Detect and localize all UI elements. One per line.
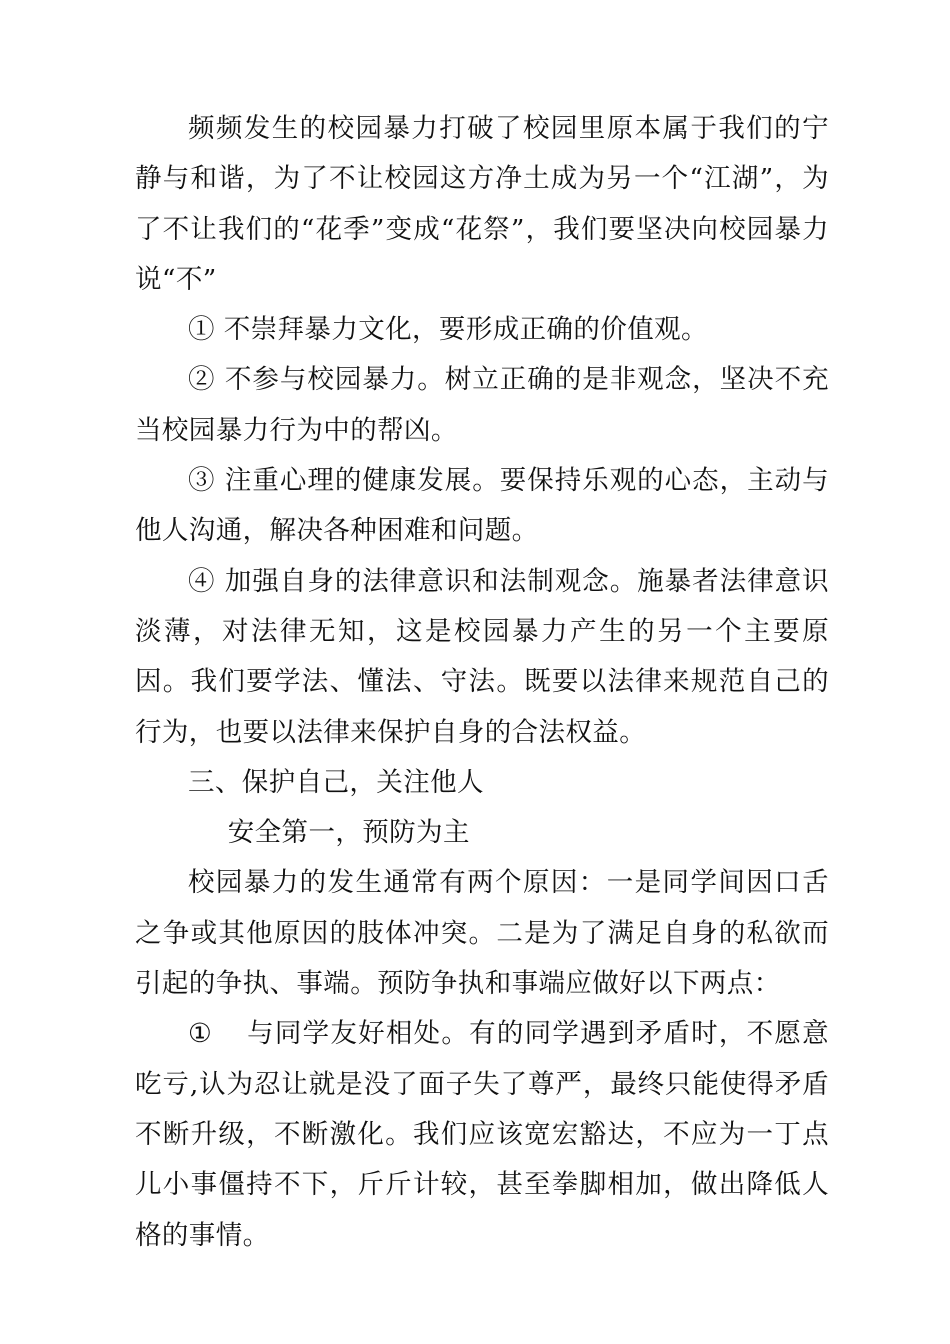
intro-paragraph: 频频发生的校园暴力打破了校园里原本属于我们的宁静与和谐，为了不让校园这方净土成为另一个“江湖”，为了不让我们的“花季”变成“花祭”，我们要坚决向校园暴力说“不”	[135, 113, 829, 295]
item-1-paragraph	[135, 1009, 829, 1260]
point-4-paragraph: ④ 加强自身的法律意识和法制观念。施暴者法律意识淡薄，对法律无知，这是校园暴力产生的另一个主要原因。我们要学法、懂法、守法。既要以法律来规范自己的行为，也要以法律来保护自身的合法权益。	[135, 565, 829, 748]
point-3-paragraph: ③ 注重心理的健康发展。要保持乐观的心态，主动与他人沟通，解决各种困难和问题。	[135, 465, 829, 547]
section-heading: 三、保护自己，关注他人	[188, 766, 484, 798]
point-1-paragraph: ① 不崇拜暴力文化，要形成正确的价值观。	[188, 314, 708, 346]
causes-paragraph: 校园暴力的发生通常有两个原因：一是同学间因口舌之争或其他原因的肢体冲突。二是为了满足自身的私欲而引起的争执、事端。预防争执和事端应做好以下两点：	[135, 867, 829, 1000]
sub-heading: 安全第一，预防为主	[227, 817, 470, 849]
item-1-marker: ①	[188, 1018, 213, 1050]
item-1-text: 与同学友好相处。有的同学遇到矛盾时，不愿意吃亏,认为忍让就是没了面子失了尊严，最终只能使得矛盾不断升级，不断激化。我们应该宽宏豁达，不应为一丁点儿小事僵持不下，斤斤计较，甚至拳脚相加，做出降低人格的事情。	[135, 1018, 829, 1251]
document-page	[135, 104, 829, 1261]
point-2-paragraph: ② 不参与校园暴力。树立正确的是非观念，坚决不充当校园暴力行为中的帮凶。	[135, 364, 829, 446]
